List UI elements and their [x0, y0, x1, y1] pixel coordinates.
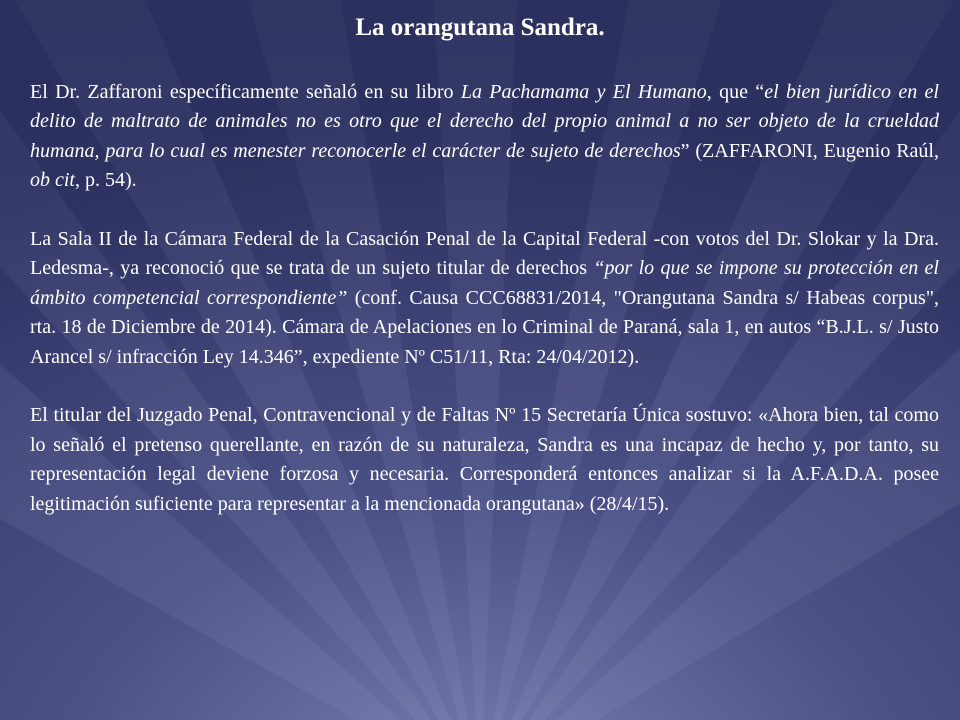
text-run: , que “: [706, 81, 765, 103]
text-run: El titular del Juzgado Penal, Contravencional y de Faltas Nº 15 Secretaría Única sostuvo: «Ahora bien, tal como lo señaló el pretenso querellante, en razón de su naturaleza, Sandra es una incapaz de hecho y, por tanto, su representación legal deviene forzosa y necesaria. Corresponderá entonces analizar si la A.F.A.D.A. posee legitimación suficiente para representar a la mencionada orangutana» (28/4/15).: [30, 404, 939, 515]
slide-title: La orangutana Sandra.: [355, 14, 605, 41]
italic-text-run: “por lo que se impone su protección en el ámbito competencial correspondiente”: [30, 257, 939, 309]
text-run: La Sala II de la Cámara Federal de la Casación Penal de la Capital Federal -con votos del Dr. Slokar y la Dra. Ledesma-, ya reconoció que se trata de un sujeto titular de derechos: [30, 228, 939, 280]
text-run: El Dr. Zaffaroni específicamente señaló en su libro: [30, 81, 461, 103]
italic-text-run: el bien jurídico en el delito de maltrato de animales no es otro que el derecho del propio animal a no ser objeto de la crueldad humana, para lo cual es menester reconocerle el carácter de sujeto de derechos: [30, 81, 939, 162]
italic-text-run: ob cit: [30, 169, 75, 192]
italic-text-run: La Pachamama y El Humano: [460, 81, 707, 103]
paragraph-juzgado-15: [30, 401, 939, 519]
paragraph-sala-ii: [30, 225, 939, 372]
paragraph-zaffaroni: [30, 78, 939, 196]
text-run: , p. 54).: [75, 169, 137, 192]
text-run: ” (ZAFFARONI, Eugenio Raúl,: [680, 139, 939, 162]
text-run: (conf. Causa CCC68831/2014, "Orangutana Sandra s/ Habeas corpus", rta. 18 de Diciembre de 2014). Cámara de Apelaciones en lo Criminal de Paraná, sala 1, en autos “B.J.L. s/ Justo Arancel s/ infracción Ley 14.346”, expediente Nº C51/11, Rta: 24/04/2012).: [30, 286, 939, 368]
slide-body: [30, 78, 939, 519]
